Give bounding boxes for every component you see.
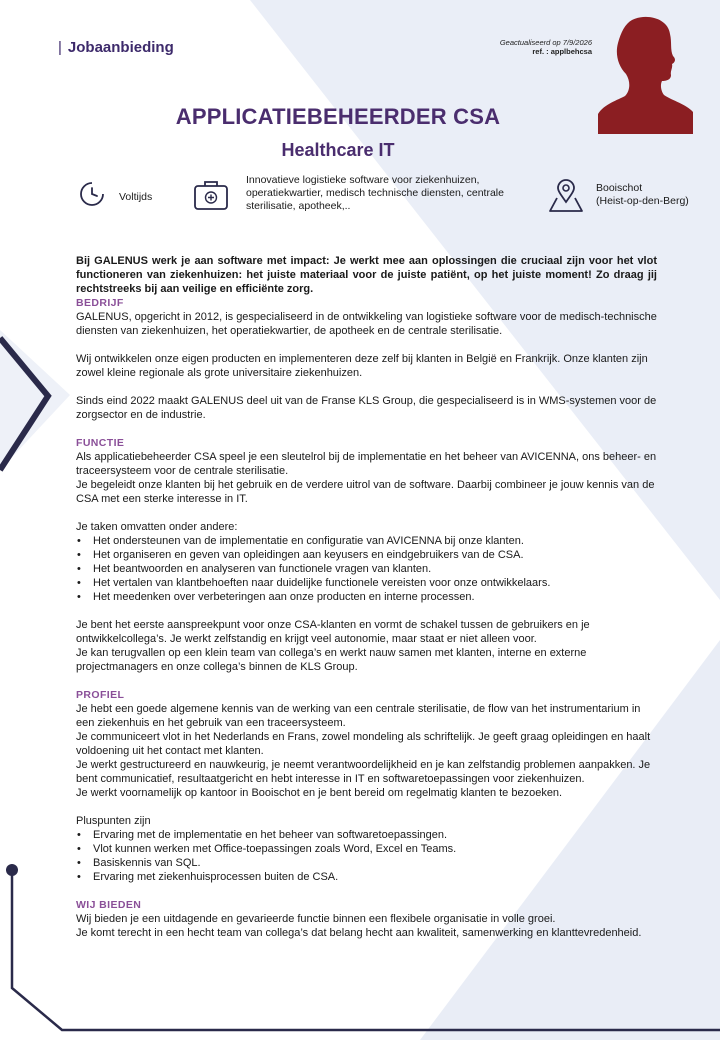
working-hours: Voltijds <box>119 191 153 203</box>
section-heading-profiel: PROFIEL <box>76 689 125 701</box>
location-city: Booischot <box>596 182 643 194</box>
wij-bieden-paragraph-2: Je komt terecht in een hecht team van collega’s dat belang hecht aan kwaliteit, samenwerking en klanttevredenheid. <box>76 927 642 939</box>
profiel-paragraph-4: Je werkt voornamelijk op kantoor in Booischot en je bent bereid om regelmatig klanten te bezoeken. <box>76 787 563 799</box>
bedrijf-paragraph-1: GALENUS, opgericht in 2012, is gespecialiseerd in de ontwikkeling van logistieke software voor de medisch-technische diensten van ziekenhuizen, het operatiekwartier, de apotheek en de centrale sterilisatie. <box>76 311 657 337</box>
intro-paragraph: Bij GALENUS werk je aan software met impact: Je werkt mee aan oplossingen die cruciaal zijn voor het vlot functioneren van ziekenhuizen: het juiste materiaal voor de juiste patiënt, op het juiste moment! Zo draag jij rechtstreeks bij aan veilige en efficiënte zorg. <box>76 255 657 295</box>
section-heading-functie: FUNCTIE <box>76 437 125 449</box>
location <box>596 182 689 208</box>
bedrijf-paragraph-2: Wij ontwikkelen onze eigen producten en implementeren deze zelf bij klanten in België en Frankrijk. Onze klanten zijn zowel kleine regionale als grote universitaire ziekenhuizen. <box>76 353 648 379</box>
wij-bieden-paragraph-1: Wij bieden je een uitdagende en gevarieerde functie binnen een flexibele organisatie in volle groei. <box>76 913 556 925</box>
sector-description: Innovatieve logistieke software voor ziekenhuizen, operatiekwartier, medisch technische diensten, centrale sterilisatie, apotheek,.. <box>246 174 504 212</box>
job-subtitle: Healthcare IT <box>281 140 395 160</box>
list-item: • Ervaring met de implementatie en het beheer van softwaretoepassingen. <box>76 828 657 842</box>
map-pin-icon <box>548 178 584 214</box>
list-item: • Basiskennis van SQL. <box>76 856 657 870</box>
section-heading-bedrijf: BEDRIJF <box>76 297 124 309</box>
job-title: APPLICATIEBEHEERDER CSA <box>175 104 501 129</box>
functie-paragraph-4: Je kan terugvallen op een klein team van collega’s en werkt nauw samen met klanten, interne en externe projectmanagers en onze collega’s binnen de KLS Group. <box>76 647 587 673</box>
update-info <box>420 38 592 56</box>
bedrijf-paragraph-3: Sinds eind 2022 maakt GALENUS deel uit van de Franse KLS Group, die gespecialiseerd is in WMS-systemen voor de zorgsector en de industrie. <box>76 395 657 421</box>
profiel-paragraph-2: Je communiceert vlot in het Nederlands en Frans, zowel mondeling als schriftelijk. Je geeft graag opleidingen en haalt voldoening uit het contact met klanten. <box>76 731 651 757</box>
updated-date: Geactualiseerd op 7/9/2026 <box>499 38 592 47</box>
list-item: • Het organiseren en geven van opleidingen aan keyusers en eindgebruikers van de CSA. <box>76 548 657 562</box>
plus-list <box>76 828 657 884</box>
reference-code: ref. : applbehcsa <box>532 47 592 56</box>
job-description <box>76 254 657 940</box>
functie-paragraph-2: Je begeleidt onze klanten bij het gebruik en de verdere uitrol van de software. Daarbij combineer je jouw kennis van de CSA met een sterke interesse in IT. <box>76 479 655 505</box>
section-heading-wij-bieden: WIJ BIEDEN <box>76 899 142 911</box>
tasks-intro: Je taken omvatten onder andere: <box>76 521 238 533</box>
tasks-list <box>76 534 657 604</box>
list-item: • Het vertalen van klantbehoeften naar duidelijke functionele vereisten voor onze ontwikkelaars. <box>76 576 657 590</box>
document-type-label: | Jobaanbieding <box>58 39 174 56</box>
profiel-paragraph-1: Je hebt een goede algemene kennis van de werking van een centrale sterilisatie, de flow van het instrumentarium in een ziekenhuis en het gebruik van een traceersysteem. <box>76 703 641 729</box>
plus-intro: Pluspunten zijn <box>76 815 151 827</box>
location-municipality: (Heist-op-den-Berg) <box>596 195 689 207</box>
list-item: • Het beantwoorden en analyseren van functionele vragen van klanten. <box>76 562 657 576</box>
clock-icon <box>78 180 106 208</box>
functie-paragraph-1: Als applicatiebeheerder CSA speel je een sleutelrol bij de implementatie en het beheer van AVICENNA, ons beheer- en traceersysteem voor de centrale sterilisatie. <box>76 451 657 477</box>
list-item: • Het meedenken over verbeteringen aan onze producten en interne processen. <box>76 590 657 604</box>
functie-paragraph-3: Je bent het eerste aanspreekpunt voor onze CSA-klanten en vormt de schakel tussen de gebruikers en je ontwikkelcollega’s. Je werkt zelfstandig en krijgt veel autonomie, maar staat er niet alleen voor. <box>76 619 590 645</box>
list-item: • Ervaring met ziekenhuisprocessen buiten de CSA. <box>76 870 657 884</box>
list-item: • Het ondersteunen van de implementatie en configuratie van AVICENNA bij onze klanten. <box>76 534 657 548</box>
list-item: • Vlot kunnen werken met Office-toepassingen zoals Word, Excel en Teams. <box>76 842 657 856</box>
first-aid-kit-icon <box>193 178 229 212</box>
profiel-paragraph-3: Je werkt gestructureerd en nauwkeurig, je neemt verantwoordelijkheid en je kan zelfstandig problemen aanpakken. Je bent communicatief, resultaatgericht en hebt interesse in IT en softwaretoepassingen voor ziekenhuizen. <box>76 759 651 785</box>
